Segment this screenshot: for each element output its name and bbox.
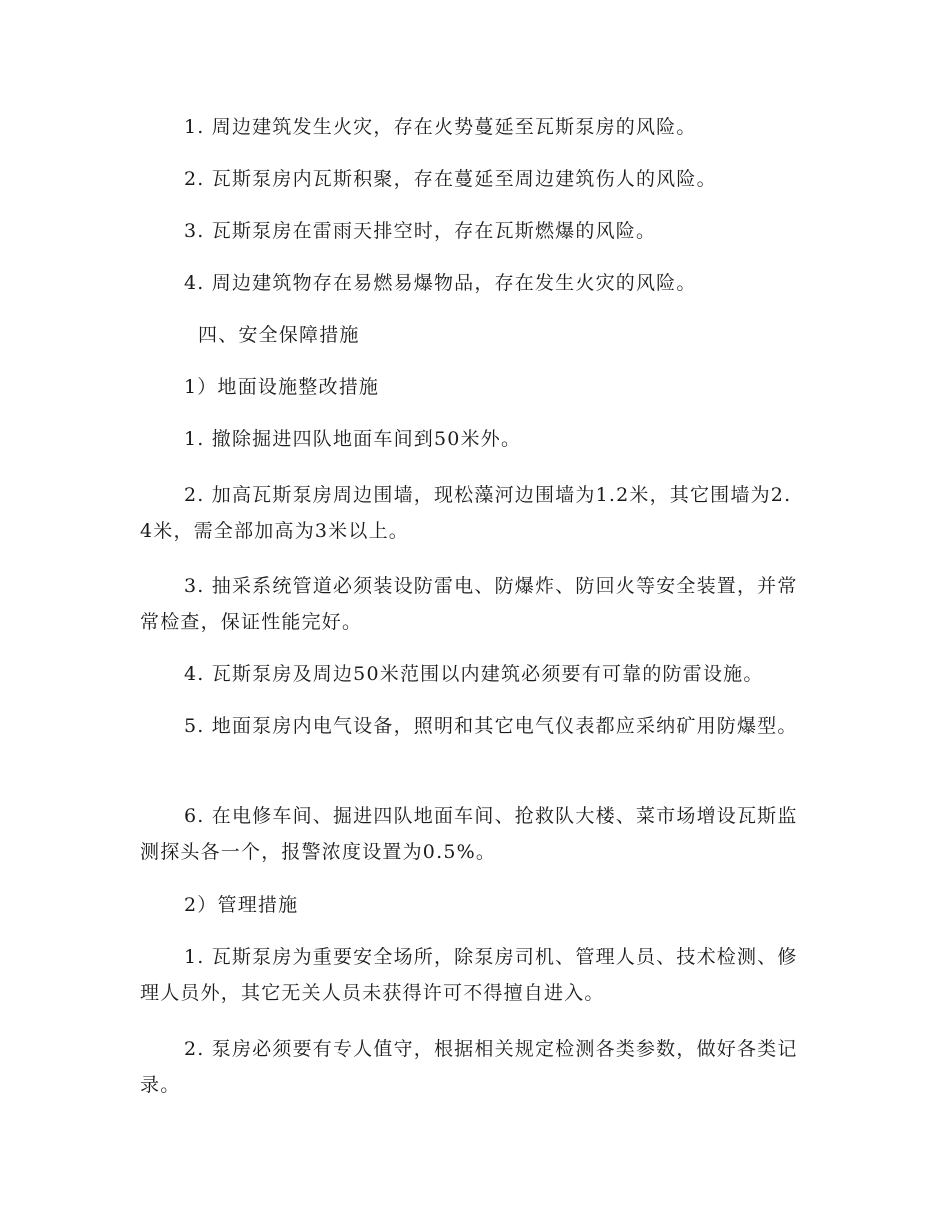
ground-measures-heading: 1）地面设施整改措施 [184,376,380,398]
ground-item-1: 1. 撤除掘进四队地面车间到50米外。 [184,428,522,450]
risk-item-4: 4. 周边建筑物存在易燃易爆物品，存在发生火灾的风险。 [184,272,697,294]
ground-item-5: 5. 地面泵房内电气设备，照明和其它电气仪表都应采纳矿用防爆型。 [184,715,798,737]
risk-item-3: 3. 瓦斯泵房在雷雨天排空时，存在瓦斯燃爆的风险。 [184,220,657,242]
management-measures-heading: 2）管理措施 [184,894,299,916]
management-item-1: 1. 瓦斯泵房为重要安全场所，除泵房司机、管理人员、技术检测、修理人员外，其它无关人员未获得许可不得擅自进入。 [140,946,798,1004]
ground-item-6: 6. 在电修车间、掘进四队地面车间、抢救队大楼、菜市场增设瓦斯监测探头各一个，报警浓度设置为0.5%。 [140,805,798,863]
risk-item-1: 1. 周边建筑发生火灾，存在火势蔓延至瓦斯泵房的风险。 [184,116,697,138]
section-heading: 四、安全保障措施 [198,324,360,346]
risk-item-2: 2. 瓦斯泵房内瓦斯积聚，存在蔓延至周边建筑伤人的风险。 [184,168,717,190]
ground-item-2: 2. 加高瓦斯泵房周边围墙，现松藻河边围墙为1.2米，其它围墙为2.4米，需全部加高为3米以上。 [140,484,792,542]
ground-item-3: 3. 抽采系统管道必须装设防雷电、防爆炸、防回火等安全装置，并常常检查，保证性能完好。 [140,575,798,633]
ground-item-4: 4. 瓦斯泵房及周边50米范围以内建筑必须要有可靠的防雷设施。 [184,663,764,685]
management-item-2: 2. 泵房必须要有专人值守，根据相关规定检测各类参数，做好各类记录。 [140,1038,798,1096]
